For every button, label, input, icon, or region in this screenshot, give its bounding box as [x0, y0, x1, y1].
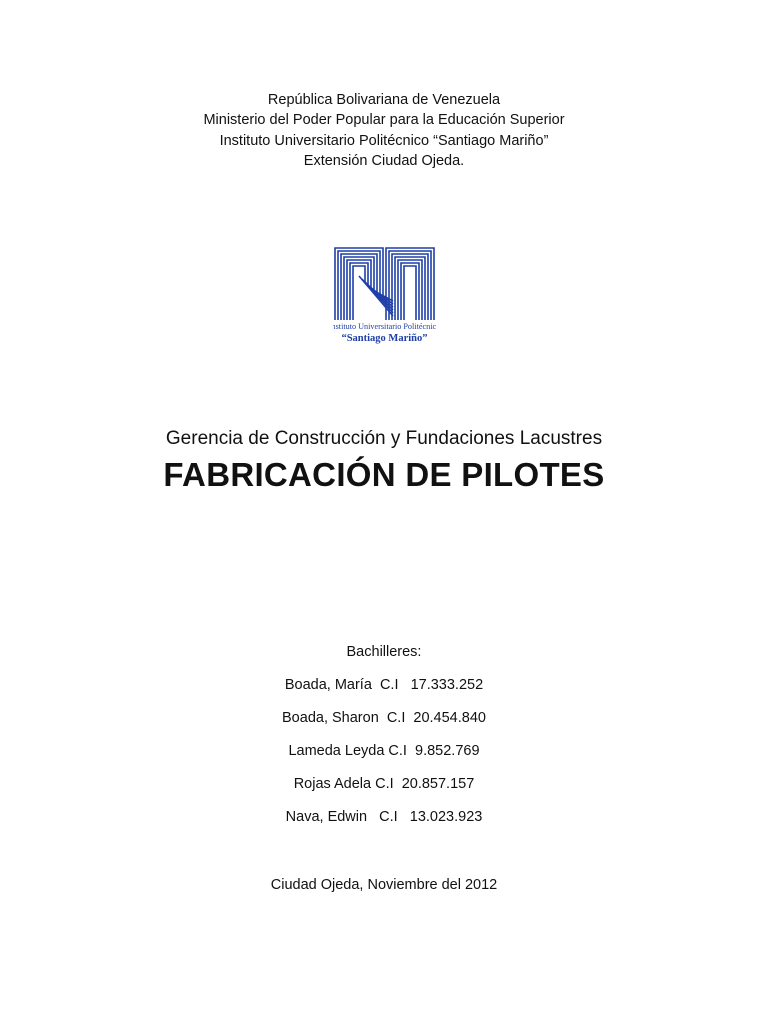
institute-logo — [333, 246, 436, 344]
student-entry: Boada, Sharon C.I 20.454.840 — [282, 710, 486, 726]
logo-caption-line2: “Santiago Mariño” — [341, 333, 428, 344]
document-title: FABRICACIÓN DE PILOTES — [163, 456, 605, 493]
logo-caption-line1: Instituto Universitario Politécnico — [333, 322, 436, 331]
header-institute: Instituto Universitario Politécnico “Santiago Mariño” — [219, 133, 549, 149]
santiago-marino-logo-graphic — [333, 246, 436, 344]
students-label: Bachilleres: — [346, 644, 422, 660]
place-and-date: Ciudad Ojeda, Noviembre del 2012 — [270, 877, 498, 893]
student-entry: Rojas Adela C.I 20.857.157 — [293, 776, 475, 792]
student-entry: Boada, María C.I 17.333.252 — [284, 677, 484, 693]
header-extension: Extensión Ciudad Ojeda. — [303, 153, 465, 169]
header-ministry: Ministerio del Poder Popular para la Educación Superior — [203, 112, 565, 128]
student-entry: Nava, Edwin C.I 13.023.923 — [285, 809, 483, 825]
course-subject: Gerencia de Construcción y Fundaciones Lacustres — [165, 428, 603, 449]
header-country: República Bolivariana de Venezuela — [267, 92, 501, 108]
student-entry: Lameda Leyda C.I 9.852.769 — [288, 743, 480, 759]
